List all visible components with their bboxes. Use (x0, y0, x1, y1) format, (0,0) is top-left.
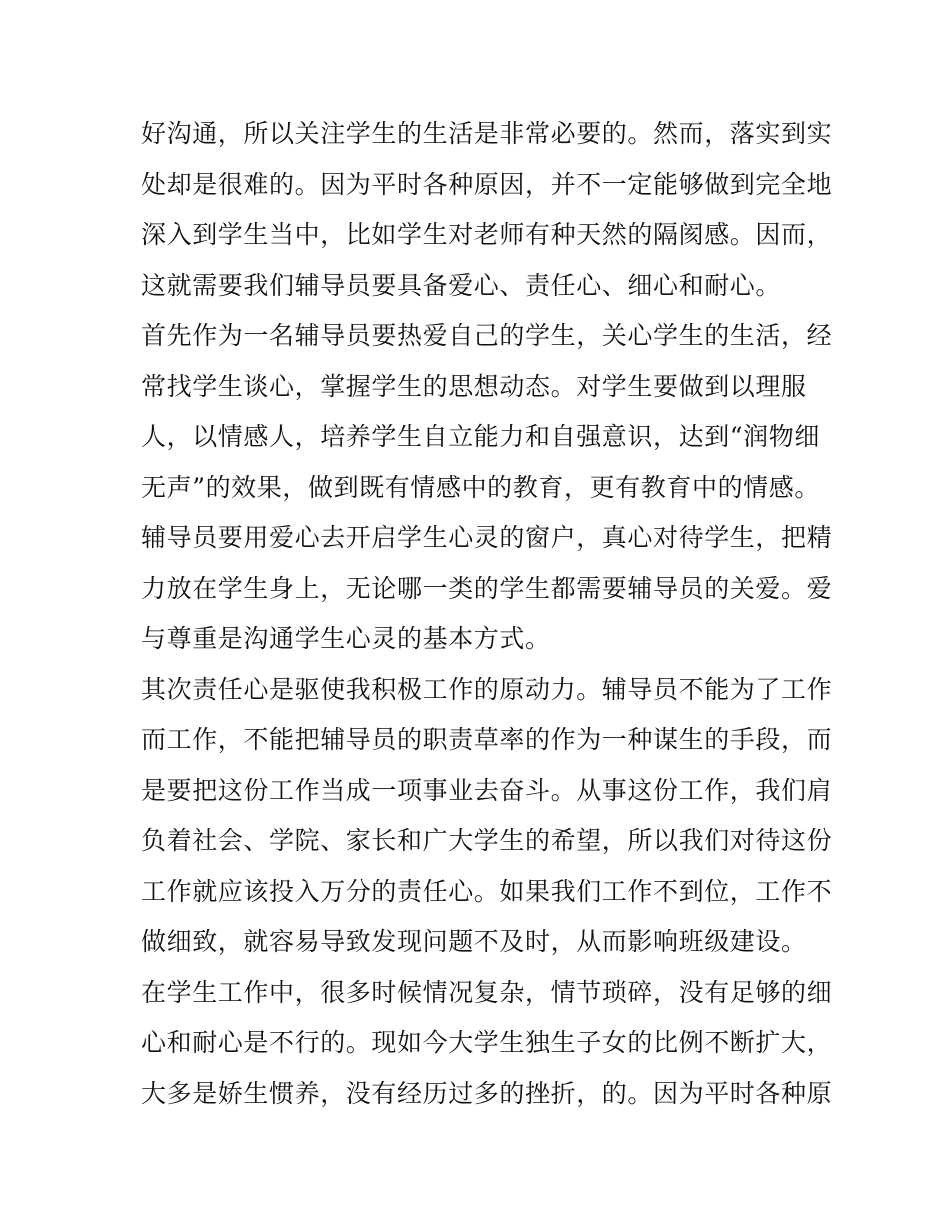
text-line: 与尊重是沟通学生心灵的基本方式。 (141, 624, 551, 653)
text-line: 无声”的效果，做到既有情感中的教育，更有教育中的情感。 (141, 472, 820, 502)
text-line: 辅导员要用爱心去开启学生心灵的窗户，真心对待学生，把精 (141, 523, 833, 552)
text-line: 工作就应该投入万分的责任心。如果我们工作不到位，工作不 (141, 876, 833, 906)
text-line: 这就需要我们辅导员要具备爱心、责任心、细心和耐心。 (141, 270, 782, 300)
text-line: 心和耐心是不行的。现如今大学生独生子女的比例不断扩大， (141, 1028, 833, 1057)
text-line: 力放在学生身上，无论哪一类的学生都需要辅导员的关爱。爱 (141, 573, 833, 603)
text-line: 好沟通，所以关注学生的生活是非常必要的。然而，落实到实 (141, 119, 833, 148)
text-line: 首先作为一名辅导员要热爱自己的学生，关心学生的生活，经 (141, 321, 833, 350)
document-body (141, 109, 833, 1119)
text-line: 人，以情感人，培养学生自立能力和自强意识，达到“润物细 (141, 422, 820, 451)
text-line: 常找学生谈心，掌握学生的思想动态。对学生要做到以理服 (141, 371, 807, 401)
text-line: 其次责任心是驱使我积极工作的原动力。辅导员不能为了工作 (141, 674, 833, 704)
text-line: 是要把这份工作当成一项事业去奋斗。从事这份工作，我们肩 (141, 775, 833, 805)
text-line: 处却是很难的。因为平时各种原因，并不一定能够做到完全地 (141, 169, 833, 199)
text-line: 大多是娇生惯养，没有经历过多的挫折，的。因为平时各种原 (141, 1078, 833, 1108)
text-line: 而工作，不能把辅导员的职责草率的作为一种谋生的手段，而 (141, 725, 833, 754)
text-line: 深入到学生当中，比如学生对老师有种天然的隔阂感。因而， (141, 220, 833, 249)
text-line: 在学生工作中，很多时候情况复杂，情节琐碎，没有足够的细 (141, 977, 833, 1007)
text-line: 做细致，就容易导致发现问题不及时，从而影响班级建设。 (141, 927, 807, 956)
text-line: 负着社会、学院、家长和广大学生的希望，所以我们对待这份 (141, 826, 833, 855)
